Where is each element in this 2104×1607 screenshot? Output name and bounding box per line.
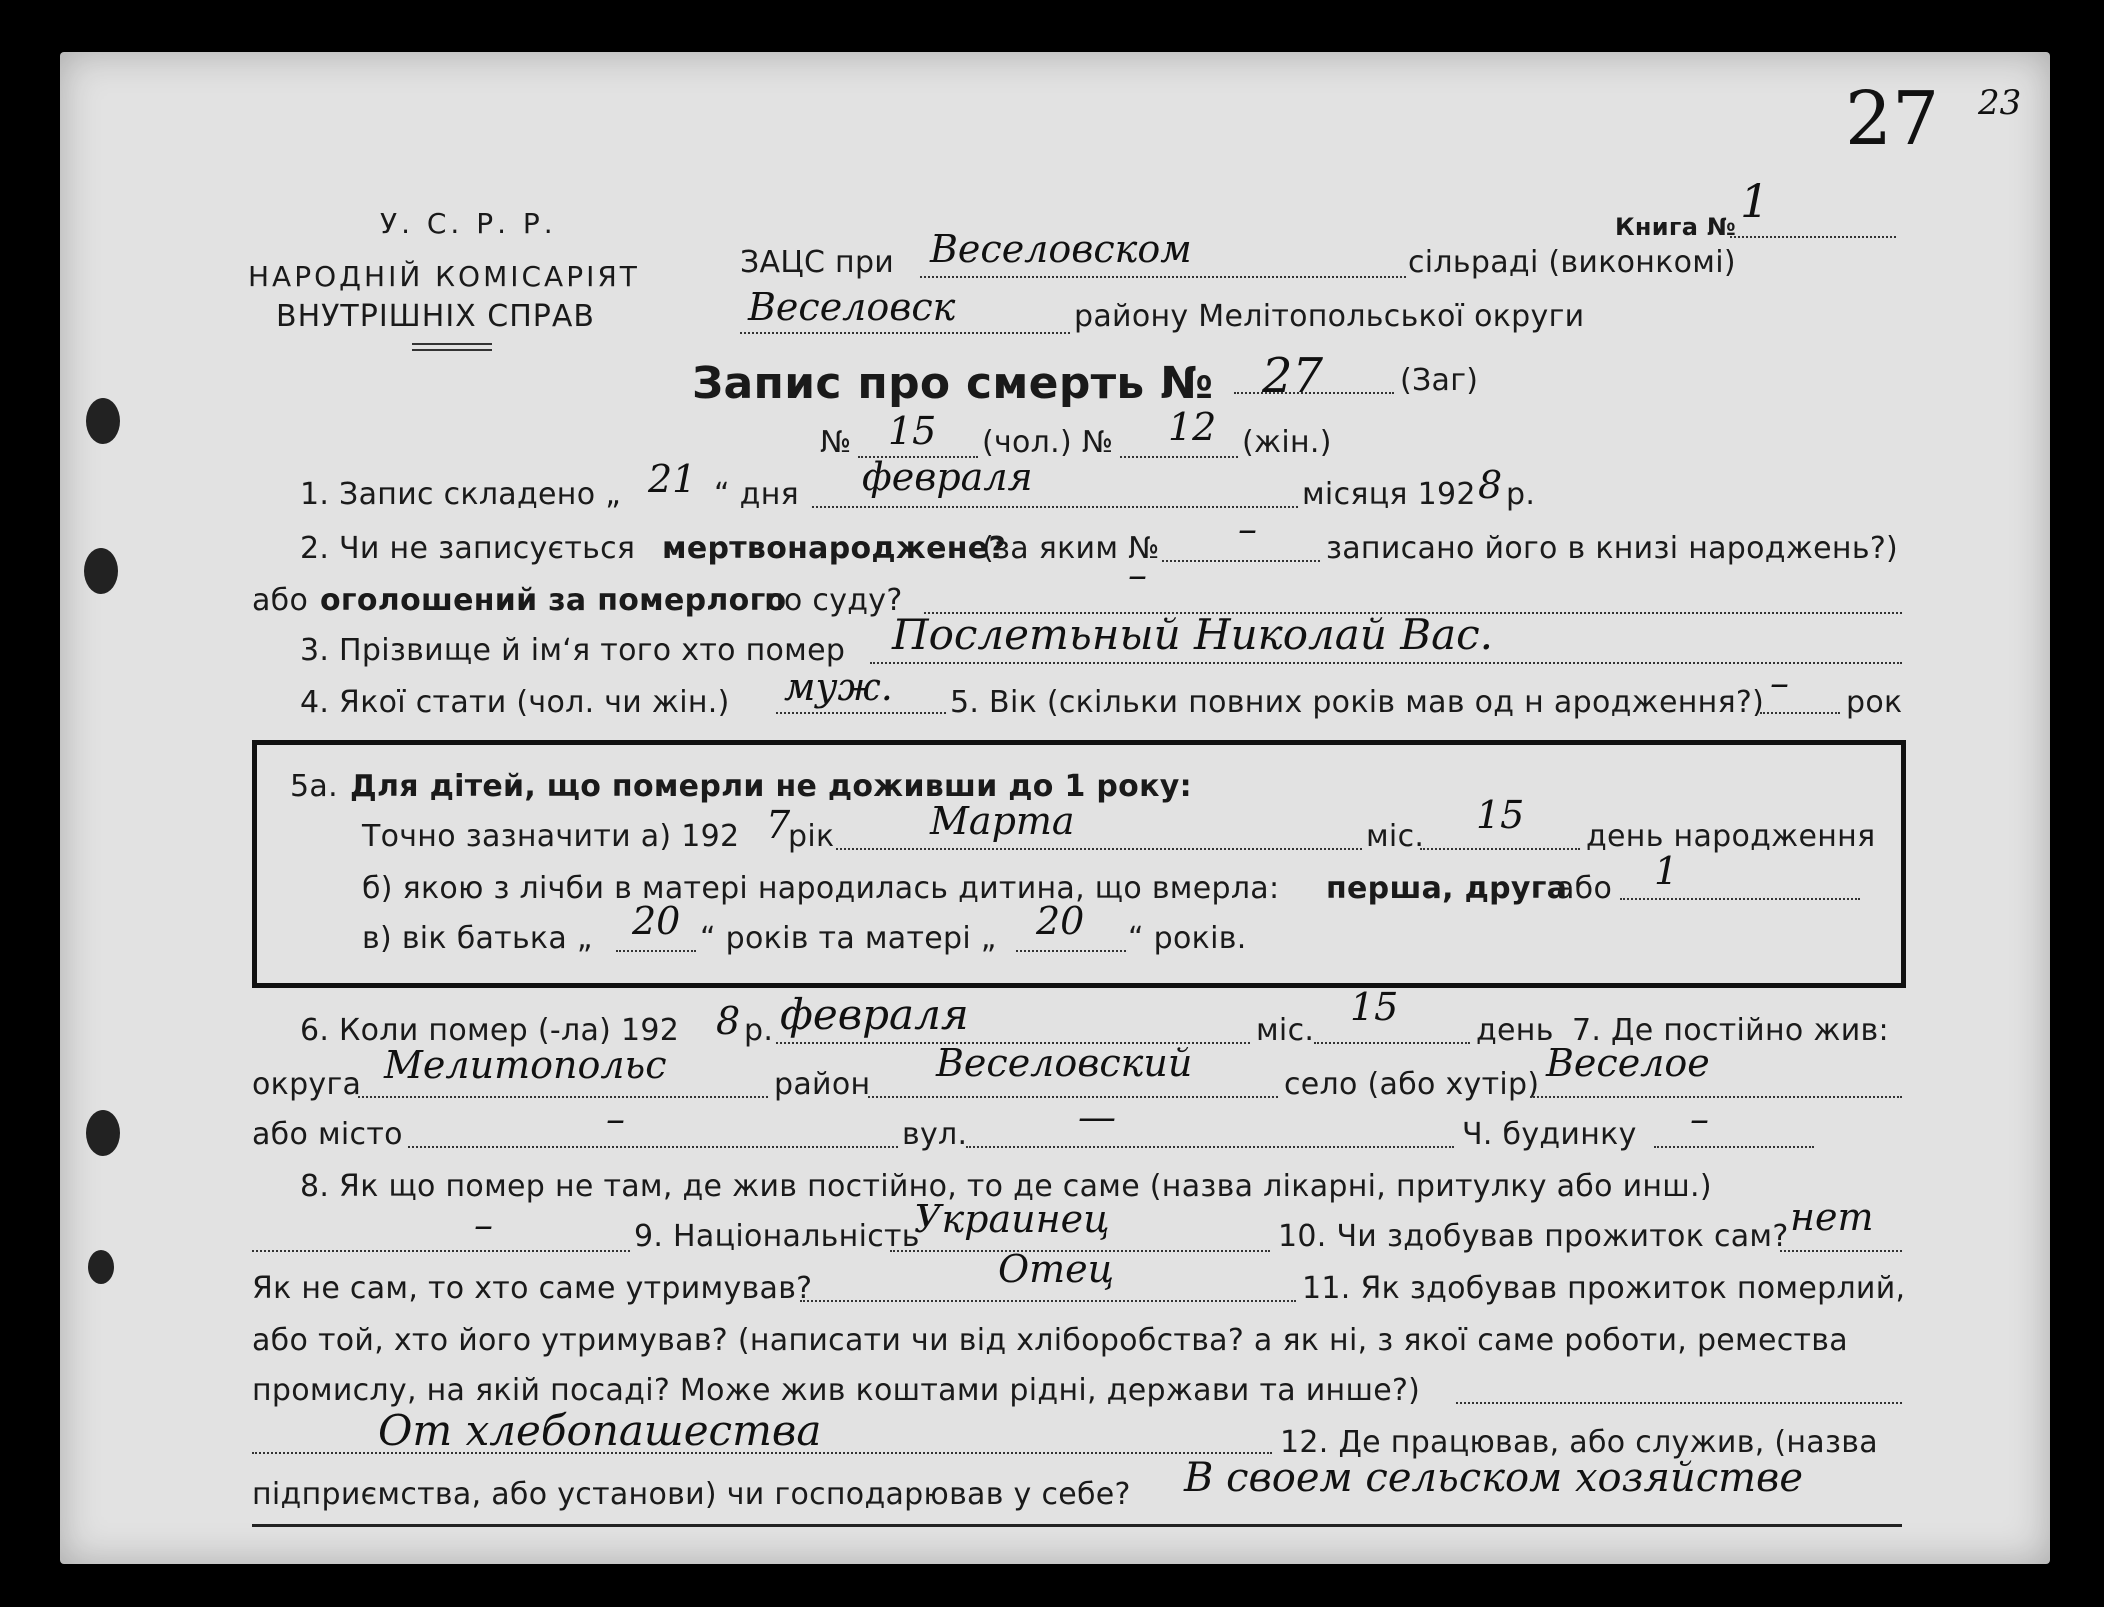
dotted-line <box>1780 1250 1902 1252</box>
field6-month: февраля <box>780 990 969 1039</box>
field10-label: 10. Чи здобував прожиток сам? <box>1278 1219 1789 1254</box>
selo-value: Веселое <box>1546 1041 1710 1085</box>
record-suffix: (Заг) <box>1400 363 1479 398</box>
punch-hole <box>88 1250 114 1284</box>
dotted-line <box>1120 456 1238 458</box>
box5a-number: 5а. <box>290 769 338 804</box>
field6-den: день <box>1476 1013 1554 1048</box>
district-value: Веселовск <box>748 285 956 329</box>
field1-month: февраля <box>862 455 1033 499</box>
punch-hole <box>86 398 120 444</box>
dotted-line <box>776 712 946 714</box>
dotted-line <box>1162 560 1320 562</box>
dotted-line <box>868 1096 1278 1098</box>
box5a-c-label-c: “ років. <box>1128 921 1247 956</box>
field5-end: рок <box>1846 685 1903 720</box>
field2-label-a: 2. Чи не записується <box>300 531 636 566</box>
box5a-a-rik: рік <box>788 819 835 854</box>
raion-value: Веселовский <box>936 1041 1193 1085</box>
box5a-a-label: Точно зазначити а) 192 <box>362 819 740 854</box>
dotted-line <box>1234 392 1394 394</box>
record-number: 27 <box>1262 348 1324 404</box>
field9-label: 9. Національність <box>634 1219 920 1254</box>
dotted-line <box>616 950 696 952</box>
dotted-line <box>1016 950 1126 952</box>
commissariat-line2: ВНУТРІШНІХ СПРАВ <box>276 299 595 334</box>
field6-r: р. <box>744 1013 774 1048</box>
box5a-heading: Для дітей, що померли не доживши до 1 року: <box>350 769 1192 804</box>
dotted-line <box>920 276 1406 278</box>
zags-label: ЗАЦС при <box>740 245 895 280</box>
dotted-line <box>1456 1402 1902 1404</box>
field6-label: 6. Коли помер (-ла) 192 <box>300 1013 680 1048</box>
vul-label: вул. <box>902 1117 968 1152</box>
field10b-label: Як не сам, то хто саме утримував? <box>252 1271 813 1306</box>
field5-value: – <box>1770 661 1789 705</box>
field11-line3: промислу, на якій посаді? Може жив коштами рідні, держави та инше?) <box>252 1373 1421 1408</box>
field11-value: От хлебопашества <box>378 1406 822 1455</box>
field1-month-label: місяця 192 <box>1302 477 1476 512</box>
field9-value: Украинец <box>914 1197 1110 1241</box>
field1-mid: “ дня <box>714 477 799 512</box>
box5a-b-label-a: б) якою з лічби в матері народилась дитина, що вмерла: <box>362 871 1280 906</box>
field10-value: нет <box>1790 1195 1874 1239</box>
header-divider <box>412 349 492 351</box>
box5a-a-mis: міс. <box>1366 819 1425 854</box>
field2-line2-c: по суду? <box>764 583 903 618</box>
field1-year: 8 <box>1478 463 1503 507</box>
field4-label: 4. Якої стати (чол. чи жін.) <box>300 685 730 720</box>
corner-number: 27 <box>1845 76 1940 162</box>
field2-label-b: мертвонароджене? <box>662 531 1007 566</box>
budynok-value: – <box>1690 1097 1709 1141</box>
field6-day: 15 <box>1350 985 1399 1029</box>
dotted-line <box>812 506 1298 508</box>
dotted-line <box>1420 848 1580 850</box>
field7-label: 7. Де постійно жив: <box>1572 1013 1889 1048</box>
record-title: Запис про смерть № <box>692 358 1214 409</box>
zags-value: Веселовском <box>930 227 1192 271</box>
dotted-line <box>740 332 1070 334</box>
field2-value2: – <box>1128 553 1147 597</box>
field8-value: – <box>474 1203 493 1247</box>
field2-label-d: записано його в книзі народжень?) <box>1326 531 1899 566</box>
field1-day: 21 <box>648 457 697 501</box>
punch-hole <box>84 548 118 594</box>
corner-small-number: 23 <box>1978 83 2022 123</box>
dotted-line <box>1314 1042 1470 1044</box>
box5a-c-father: 20 <box>632 899 681 943</box>
dotted-line <box>966 1146 1454 1148</box>
male-label: (чол.) № <box>982 425 1114 460</box>
selo-label: село (або хутір) <box>1284 1067 1540 1102</box>
header-divider <box>412 343 492 345</box>
dotted-line <box>408 1146 898 1148</box>
box5a-a-year: 7 <box>766 803 791 847</box>
field6-year: 8 <box>716 999 741 1043</box>
field2-line2-b: оголошений за померлого <box>320 583 787 618</box>
field10b-value: Отец <box>998 1247 1115 1291</box>
box5a-a-end: день народження <box>1586 819 1876 854</box>
field2-label-c: (за яким № <box>982 531 1160 566</box>
box5a-b-label-b: перша, друга <box>1326 871 1568 906</box>
box5a-a-month: Марта <box>930 799 1075 843</box>
budynok-label: Ч. будинку <box>1462 1117 1637 1152</box>
box5a-c-label-b: “ років та матері „ <box>700 921 997 956</box>
dotted-line <box>870 662 1902 664</box>
dotted-line <box>1730 236 1896 238</box>
male-number-value: 15 <box>888 409 937 453</box>
dotted-line <box>252 1250 630 1252</box>
dotted-line <box>836 848 1362 850</box>
female-number-value: 12 <box>1168 405 1217 449</box>
field11-label: 11. Як здобував прожиток померлий, <box>1302 1271 1906 1306</box>
field8-label: 8. Як що помер не там, де жив постійно, то де саме (назва лікарні, притулку або инш.) <box>300 1169 1712 1204</box>
box5a-a-day: 15 <box>1476 793 1525 837</box>
vul-value: — <box>1078 1095 1116 1139</box>
box5a-c-label-a: в) вік батька „ <box>362 921 593 956</box>
dotted-line <box>800 1300 1296 1302</box>
commissariat-line1: НАРОДНІЙ КОМІСАРІЯТ <box>248 260 640 293</box>
raion-label: район <box>774 1067 871 1102</box>
field1-end: р. <box>1506 477 1536 512</box>
box5a-b-label-c: або <box>1556 871 1613 906</box>
field5-label: 5. Вік (скільки повних років мав од н ародження?) <box>950 685 1765 720</box>
council-label: сільраді (виконкомі) <box>1408 245 1736 280</box>
dotted-line <box>1620 898 1860 900</box>
punch-hole <box>86 1110 120 1156</box>
field2-value: – <box>1238 507 1257 551</box>
misto-label: або місто <box>252 1117 403 1152</box>
dotted-line <box>252 1452 1272 1454</box>
field3-label: 3. Прізвище й ім‘я того хто помер <box>300 633 846 668</box>
dotted-line <box>1530 1096 1902 1098</box>
field12-value: В своем сельском хозяйстве <box>1184 1455 1803 1501</box>
field1-label: 1. Запис складено „ <box>300 477 622 512</box>
box5a-b-value: 1 <box>1654 849 1679 893</box>
dotted-line <box>1760 712 1840 714</box>
book-number: 1 <box>1740 174 1770 228</box>
okruha-value: Мелитопольс <box>384 1043 667 1087</box>
dotted-line <box>358 1096 768 1098</box>
bottom-rule <box>252 1524 1902 1527</box>
field12-label: 12. Де працював, або служив, (назва <box>1280 1425 1878 1460</box>
field4-value: муж. <box>784 665 893 709</box>
female-label: (жін.) <box>1242 425 1332 460</box>
ussr-label: У. С. Р. Р. <box>380 207 557 240</box>
field2-line2-a: або <box>252 583 309 618</box>
okruha-label: округа <box>252 1067 362 1102</box>
book-label: Книга № <box>1615 213 1737 241</box>
dotted-line <box>1654 1146 1814 1148</box>
box5a-c-mother: 20 <box>1036 899 1085 943</box>
field11-line2: або той, хто його утримував? (написати чи від хліборобства? а як ні, з якої саме роботи, ремества <box>252 1323 1848 1358</box>
field12-line2: підприємства, або установи) чи господарював у себе? <box>252 1477 1131 1512</box>
field3-value: Послетьный Николай Вас. <box>892 610 1494 659</box>
misto-value: – <box>606 1097 625 1141</box>
male-number-label: № <box>820 425 852 460</box>
field6-mis: міс. <box>1256 1013 1315 1048</box>
district-label: району Мелітопольської округи <box>1074 299 1585 334</box>
